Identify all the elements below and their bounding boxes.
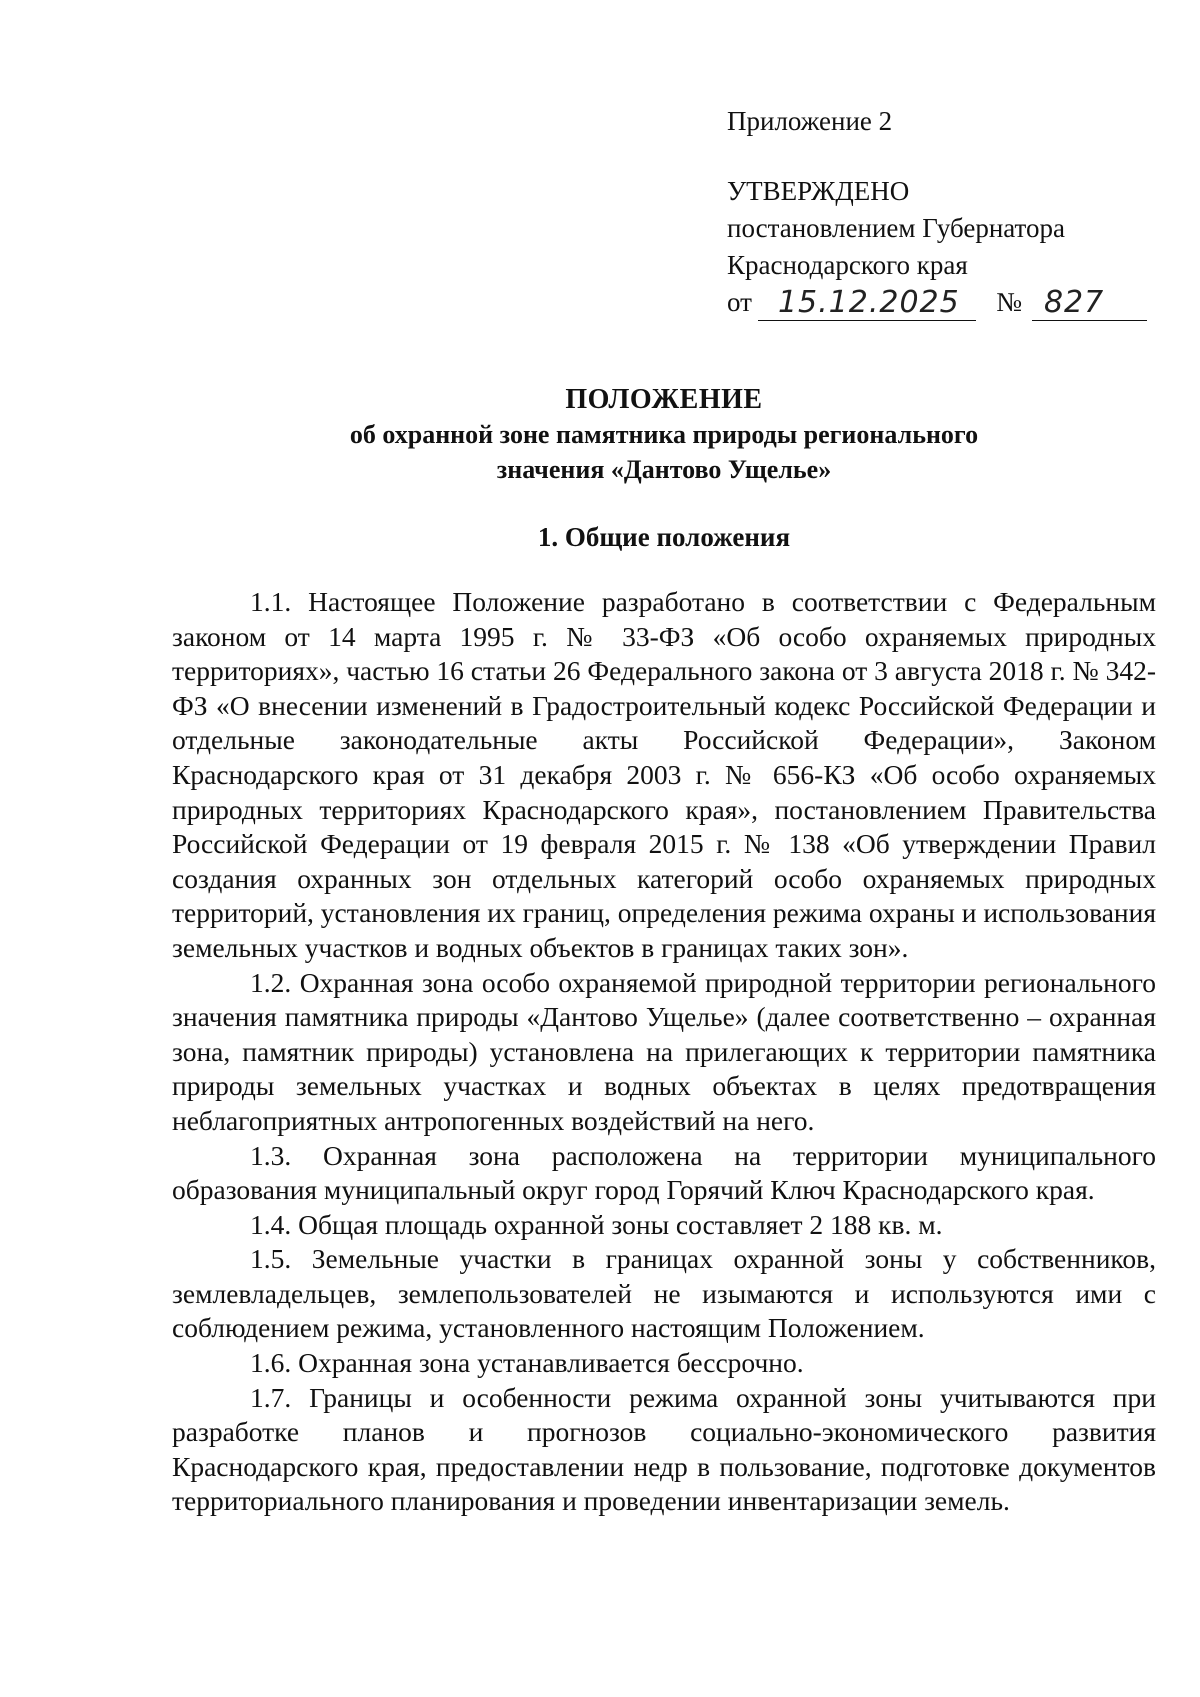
paragraph-1-6: 1.6. Охранная зона устанавливается бессрочно. [250, 1347, 804, 1379]
paragraph-1-3: 1.3. Охранная зона расположена на территории муниципального образования муниципальный округ город Горячий Ключ Краснодарского края. [172, 1139, 1156, 1206]
body-text [172, 585, 1156, 1519]
section-heading: 1. Общие положения [537, 522, 791, 552]
title-line-1: об охранной зоне памятника природы регионального [349, 420, 979, 449]
number-label: № [996, 287, 1022, 317]
title-line-2: значения «Дантово Ущелье» [496, 455, 832, 484]
approval-block [727, 103, 1147, 321]
handwritten-date: 15.12.2025 [758, 286, 976, 321]
document-title [172, 382, 1156, 487]
from-label: от [727, 287, 752, 317]
handwritten-number: 827 [1032, 286, 1147, 321]
date-number-row [727, 284, 1147, 321]
paragraph-1-1: 1.1. Настоящее Положение разработано в соответствии с Федеральным законом от 14 марта 1995 г. № 33-ФЗ «Об особо охраняемых природных территориях», частью 16 статьи 26 Федерального закона от 3 августа 2018 г. № 342-ФЗ «О внесении изменений в Градостроительный кодекс Российской Федерации и отдельные законодательные акты Российской Федерации», Законом Краснодарского края от 31 декабря 2003 г. № 656-КЗ «Об особо охраняемых природных территориях Краснодарского края», постановлением Правительства Российской Федерации от 19 февраля 2015 г. № 138 «Об утверждении Правил создания охранных зон отдельных категорий особо охраняемых природных территорий, установления их границ, определения режима охраны и использования земельных участков и водных объектов в границах таких зон». [172, 586, 1156, 963]
paragraph-1-4: 1.4. Общая площадь охранной зоны составляет 2 188 кв. м. [250, 1208, 943, 1240]
paragraph-1-2: 1.2. Охранная зона особо охраняемой природной территории регионального значения памятника природы «Дантово Ущелье» (далее соответственно – охранная зона, памятник природы) установлена на прилегающих к территории памятника природы земельных участках и водных объектах в целях предотвращения неблагоприятных антропогенных воздействий на него. [172, 966, 1156, 1136]
title-main: ПОЛОЖЕНИЕ [565, 384, 763, 415]
approval-line-1: постановлением Губернатора [727, 213, 1065, 243]
approved-label: УТВЕРЖДЕНО [727, 176, 910, 206]
paragraph-1-5: 1.5. Земельные участки в границах охранной зоны у собственников, землевладельцев, землепользователей не изымаются и используются ими с соблюдением режима, установленного настоящим Положением. [172, 1243, 1156, 1344]
paragraph-1-7: 1.7. Границы и особенности режима охранной зоны учитываются при разработке планов и прогнозов социально-экономического развития Краснодарского края, предоставлении недр в пользование, подготовке документов территориального планирования и проведении инвентаризации земель. [172, 1381, 1156, 1517]
approval-line-2: Краснодарского края [727, 250, 968, 280]
appendix-label: Приложение 2 [727, 106, 893, 136]
